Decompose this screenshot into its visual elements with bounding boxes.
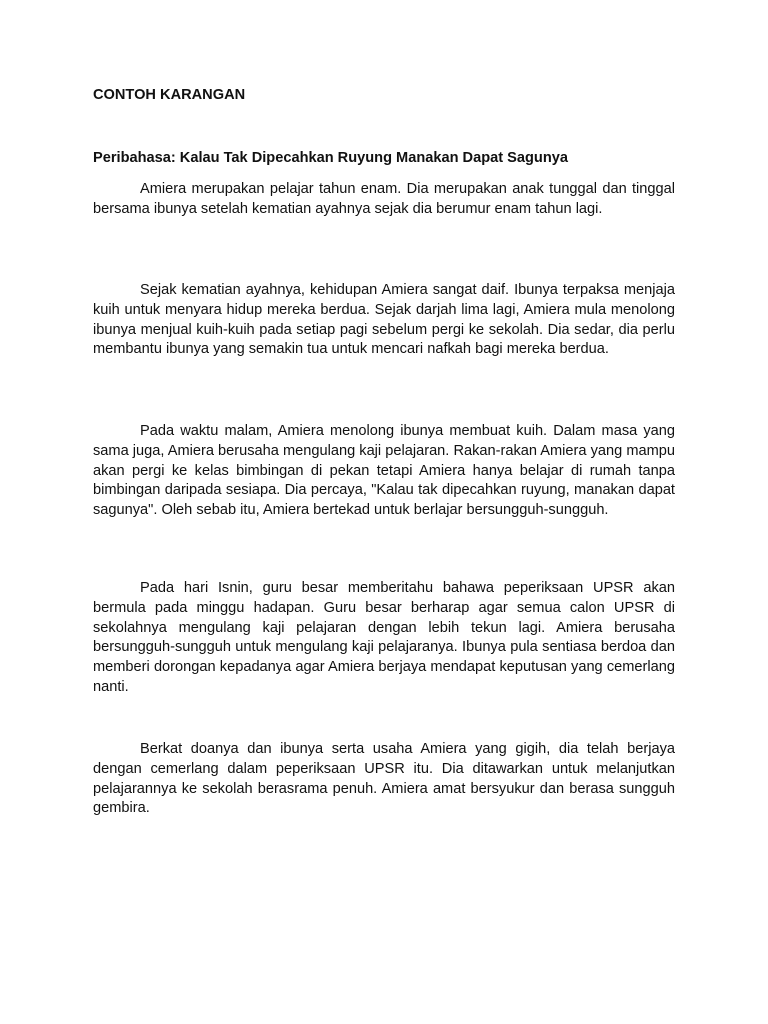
document-title: CONTOH KARANGAN: [93, 87, 246, 103]
paragraph-5: Berkat doanya dan ibunya serta usaha Amiera yang gigih, dia telah berjaya dengan cemerlang dalam peperiksaan UPSR itu. Dia ditawarkan untuk melanjutkan pelajarannya ke sekolah berasrama penuh. Amiera amat bersyukur dan berasa sungguh gembira.: [93, 741, 675, 817]
paragraph-4: Pada hari Isnin, guru besar memberitahu bahawa peperiksaan UPSR akan bermula pada minggu hadapan. Guru besar berharap agar semua calon UPSR di sekolahnya mengulang kaji pelajaran dengan lebih tekun lagi. Amiera berusaha bersungguh-sungguh untuk mengulang kaji pelajaranya. Ibunya pula sentiasa berdoa dan memberi dorongan kepadanya agar Amiera berjaya mendapat keputusan yang cemerlang nanti.: [93, 580, 675, 695]
paragraph-3: Pada waktu malam, Amiera menolong ibunya membuat kuih. Dalam masa yang sama juga, Amiera berusaha mengulang kaji pelajaran. Rakan-rakan Amiera yang mampu akan pergi ke kelas bimbingan di pekan tetapi Amiera hanya belajar di rumah tanpa bimbingan daripada sesiapa. Dia percaya, "Kalau tak dipecahkan ruyung, manakan dapat sagunya". Oleh sebab itu, Amiera bertekad untuk berlajar bersungguh-sungguh.: [93, 423, 675, 519]
proverb-heading: Peribahasa: Kalau Tak Dipecahkan Ruyung Manakan Dapat Sagunya: [93, 150, 568, 166]
paragraph-1: Amiera merupakan pelajar tahun enam. Dia merupakan anak tunggal dan tinggal bersama ibunya setelah kematian ayahnya sejak dia berumur enam tahun lagi.: [93, 181, 675, 217]
paragraph-2: Sejak kematian ayahnya, kehidupan Amiera sangat daif. Ibunya terpaksa menjaja kuih untuk menyara hidup mereka berdua. Sejak darjah lima lagi, Amiera mula menolong ibunya menjual kuih-kuih pada setiap pagi sebelum pergi ke sekolah. Dia sedar, dia perlu membantu ibunya yang semakin tua untuk mencari nafkah bagi mereka berdua.: [93, 282, 675, 358]
